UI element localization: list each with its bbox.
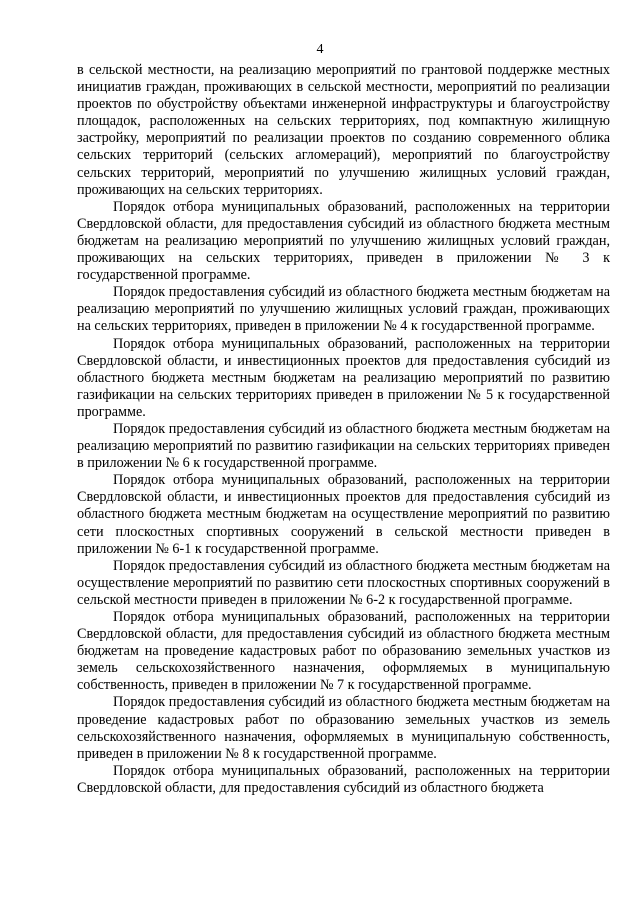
document-body (77, 62, 610, 797)
paragraph-appendix-8: Порядок предоставления субсидий из областного бюджета местным бюджетам на проведение кадастровых работ по образованию земельных участков из земель сельскохозяйственного назначения, оформляемых в муниципальную собственность, приведен в приложении № 8 к государственной программе. (77, 694, 610, 762)
paragraph-appendix-7: Порядок отбора муниципальных образований, расположенных на территории Свердловской области, для предоставления субсидий из областного бюджета местным бюджетам на проведение кадастровых работ по образованию земельных участков из земель сельскохозяйственного назначения, оформляемых в муниципальную собственность, приведен в приложении № 7 к государственной программе. (77, 609, 610, 694)
paragraph-appendix-5: Порядок отбора муниципальных образований, расположенных на территории Свердловской области, и инвестиционных проектов для предоставления субсидий из областного бюджета местным бюджетам на реализацию мероприятий по развитию газификации на сельских территориях приведен в приложении № 5 к государственной программе. (77, 335, 610, 420)
paragraph-appendix-4: Порядок предоставления субсидий из областного бюджета местным бюджетам на реализацию мероприятий по улучшению жилищных условий граждан, проживающих на сельских территориях, приведен в приложении № 4 к государственной программе. (77, 284, 610, 335)
paragraph-selection-order: Порядок отбора муниципальных образований, расположенных на территории Свердловской области, для предоставления субсидий из областного бюджета (77, 762, 610, 796)
paragraph-continuation: в сельской местности, на реализацию мероприятий по грантовой поддержке местных инициатив граждан, проживающих в сельской местности, мероприятий по реализации проектов по обустройству объектами инженерной инфраструктуры и благоустройству площадок, расположенных на сельских территориях, под компактную жилищную застройку, мероприятий по реализации проектов по созданию современного облика сельских территорий (сельских агломераций), мероприятий по благоустройству сельских территорий, мероприятий по улучшению жилищных условий граждан, проживающих на сельских территориях. (77, 62, 610, 198)
paragraph-appendix-6-1: Порядок отбора муниципальных образований, расположенных на территории Свердловской области, и инвестиционных проектов для предоставления субсидий из областного бюджета местным бюджетам на осуществление мероприятий по развитию сети плоскостных спортивных сооружений в сельской местности приведен в приложении № 6-1 к государственной программе. (77, 472, 610, 557)
paragraph-appendix-3: Порядок отбора муниципальных образований, расположенных на территории Свердловской области, для предоставления субсидий из областного бюджета местным бюджетам на реализацию мероприятий по улучшению жилищных условий граждан, проживающих на сельских территориях, приведен в приложении № 3 к государственной программе. (77, 198, 610, 284)
paragraph-appendix-6-2: Порядок предоставления субсидий из областного бюджета местным бюджетам на осуществление мероприятий по развитию сети плоскостных спортивных сооружений в сельской местности приведен в приложении № 6-2 к государственной программе. (77, 557, 610, 608)
page-number: 4 (316, 42, 324, 57)
paragraph-appendix-6: Порядок предоставления субсидий из областного бюджета местным бюджетам на реализацию мероприятий по развитию газификации на сельских территориях приведен в приложении № 6 к государственной программе. (77, 420, 610, 472)
